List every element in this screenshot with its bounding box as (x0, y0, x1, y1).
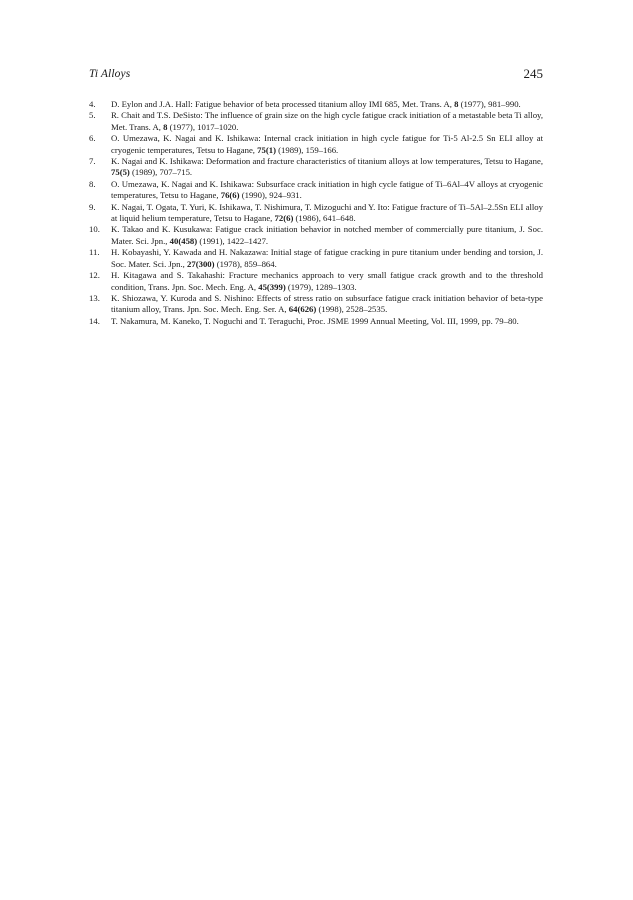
reference-item (89, 293, 543, 316)
reference-text (111, 316, 519, 326)
running-title: Ti Alloys (89, 68, 131, 80)
reference-text (111, 179, 543, 200)
reference-text (111, 270, 543, 291)
reference-text-segment: (1986), 641–648. (293, 213, 356, 224)
reference-volume: 75(1) (257, 144, 276, 155)
reference-volume: 75(5) (111, 167, 130, 178)
reference-text-segment: (1977), 981–990. (458, 99, 521, 109)
reference-item (89, 99, 543, 110)
reference-text-segment: (1979), 1289–1303. (285, 281, 357, 292)
reference-item (89, 270, 543, 293)
reference-item (89, 247, 543, 270)
reference-number: 11. (89, 247, 100, 258)
reference-text-segment: H. Kobayashi, Y. Kawada and H. Nakazawa: Initial stage of fatigue cracking in pure titanium under bending and torsion, J. Soc. Mater. Sci. Jpn., (111, 247, 543, 269)
reference-text (111, 156, 543, 177)
reference-text (111, 224, 543, 245)
reference-number: 12. (89, 270, 100, 281)
reference-number: 5. (89, 110, 96, 121)
reference-number: 8. (89, 178, 96, 189)
reference-item (89, 179, 543, 202)
reference-text-segment: K. Shiozawa, Y. Kuroda and S. Nishino: Effects of stress ratio on subsurface fatigue crack initiation behavior of beta-type titanium alloy, Trans. Jpn. Soc. Mech. Eng. Ser. A, (111, 292, 543, 315)
reference-number: 14. (89, 315, 100, 326)
reference-number: 6. (89, 133, 96, 144)
reference-text (111, 133, 543, 154)
reference-volume: 8 (163, 121, 168, 132)
reference-item (89, 316, 543, 327)
reference-number: 4. (89, 99, 96, 109)
reference-text-segment: T. Nakamura, M. Kaneko, T. Noguchi and T. Teraguchi, Proc. JSME 1999 Annual Meeting, Vol. III, 1999, pp. 79–80. (111, 315, 519, 326)
reference-list (89, 99, 543, 327)
reference-text-segment: K. Takao and K. Kusukawa: Fatigue crack initiation behavior in notched member of commercially pure titanium, J. Soc. Mater. Sci. Jpn., (111, 224, 543, 246)
reference-text-segment: O. Umezawa, K. Nagai and K. Ishikawa: Internal crack initiation in high cycle fatigue for Ti-5 Al-2.5 Sn ELI alloy at cryogenic temperatures, Tetsu to Hagane, (111, 133, 543, 155)
reference-item (89, 224, 543, 247)
reference-text-segment: (1991), 1422–1427. (197, 235, 269, 246)
reference-text-segment: (1990), 924–931. (239, 190, 302, 201)
reference-number: 9. (89, 201, 96, 212)
reference-text-segment: (1989), 707–715. (129, 167, 193, 178)
reference-text-segment: (1989), 159–166. (275, 144, 339, 155)
page-header (89, 68, 543, 84)
reference-text-segment: H. Kitagawa and S. Takahashi: Fracture mechanics approach to very small fatigue crack growth and to the threshold condition, Trans. Jpn. Soc. Mech. Eng. A, (111, 270, 543, 292)
reference-text (111, 99, 521, 109)
reference-number: 10. (89, 224, 100, 235)
reference-volume: 72(6) (274, 213, 294, 224)
reference-volume: 8 (454, 99, 459, 109)
reference-text-segment: O. Umezawa, K. Nagai and K. Ishikawa: Subsurface crack initiation in high cycle fatigue of Ti–6Al–4V alloys at cryogenic temperatures, Tetsu to Hagane, (111, 178, 543, 201)
reference-text-segment: K. Nagai and K. Ishikawa: Deformation and fracture characteristics of titanium alloys at low temperatures, Tetsu to Hagane, (111, 156, 543, 167)
reference-text (111, 110, 543, 131)
reference-text-segment: D. Eylon and J.A. Hall: Fatigue behavior of beta processed titanium alloy IMI 685, Met. Trans. A, (111, 99, 455, 109)
reference-text (111, 202, 543, 223)
reference-text-segment: (1998), 2528–2535. (316, 304, 388, 315)
reference-volume: 27(300) (187, 258, 215, 269)
reference-text-segment: R. Chait and T.S. DeSisto: The influence of grain size on the high cycle fatigue crack initiation of a metastable beta Ti alloy, Met. Trans. A, (111, 110, 543, 132)
reference-text-segment: K. Nagai, T. Ogata, T. Yuri, K. Ishikawa, T. Nishimura, T. Mizoguchi and Y. Ito: Fatigue fracture of Ti–5Al–2.5Sn ELI alloy at liquid helium temperature, Tetsu to Hagane, (111, 201, 543, 224)
reference-item (89, 156, 543, 179)
reference-volume: 76(6) (220, 190, 240, 201)
reference-volume: 64(626) (288, 304, 317, 315)
reference-item (89, 202, 543, 225)
reference-text-segment: (1978), 859–864. (214, 258, 277, 269)
reference-number: 7. (89, 156, 96, 167)
reference-volume: 45(399) (258, 281, 286, 292)
reference-text (111, 293, 543, 314)
reference-text-segment: (1977), 1017–1020. (167, 121, 239, 132)
page-number: 245 (523, 66, 543, 81)
reference-item (89, 133, 543, 156)
reference-text (111, 247, 543, 268)
reference-volume: 40(458) (169, 235, 198, 246)
reference-item (89, 110, 543, 133)
reference-number: 13. (89, 292, 100, 303)
